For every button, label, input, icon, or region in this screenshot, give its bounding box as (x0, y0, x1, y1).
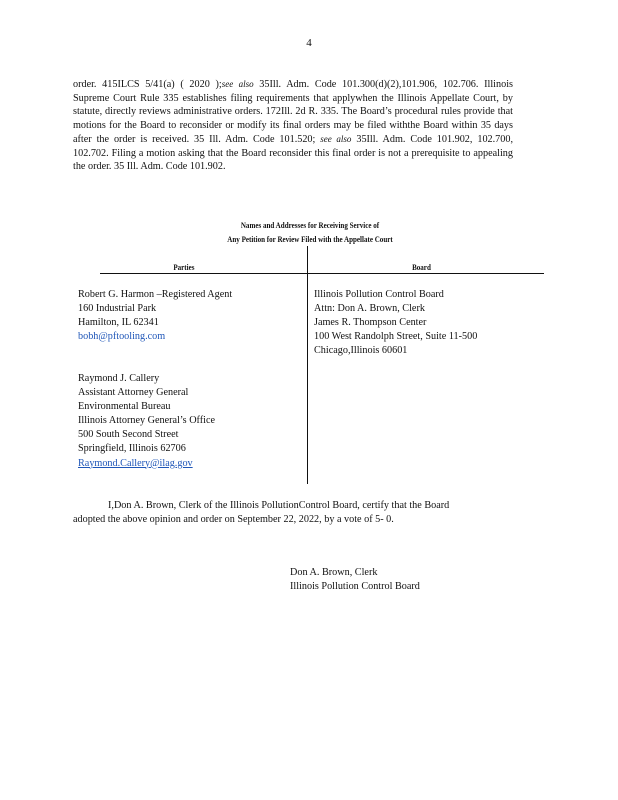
board-address-line: Chicago,Illinois 60601 (314, 345, 408, 357)
clerk-certification (73, 499, 513, 527)
signer-name: Don A. Brown, Clerk (290, 567, 378, 578)
party-callery (78, 372, 215, 471)
party-address-line: Hamilton, IL 62341 (78, 317, 159, 329)
party-address-line: 160 Industrial Park (78, 303, 157, 315)
party-harmon (78, 288, 232, 344)
paragraph-part-2: 35Ill. Adm. Code 101.300(d)(2),101.906, 102.706. Illinois Supreme Court Rule 335 establishes filing requirements that applywhen the Illinois Appellate Court, by statute, directly reviews administrative orders. 172Ill. 2d R. 335. The Board’s procedural rules provide that motions for the Board to reconsider or modify its final orders may be filed withthe Board within 35 days after the order is received. 35 Ill. Adm. Code 101.520; (73, 79, 513, 145)
board-address (314, 288, 477, 358)
paragraph-part-3: 35Ill. Adm. Code 101.902, 102.700, 102.702. Filing a motion asking that the Board reconsider this final order is not a prerequisite to appealing the order. 35 Ill. Adm. Code 101.902. (73, 133, 514, 173)
table-title-line-2: Any Petition for Review Filed with the Appellate Court (227, 234, 393, 244)
signer-organization: Illinois Pollution Control Board (290, 581, 420, 592)
board-address-line: Attn: Don A. Brown, Clerk (314, 303, 425, 315)
board-address-line: 100 West Randolph Street, Suite 11-500 (314, 331, 478, 343)
signature-block (290, 566, 420, 594)
table-column-divider (307, 246, 308, 484)
party-name: Robert G. Harmon –Registered Agent (78, 289, 233, 300)
appeal-paragraph (73, 78, 513, 174)
certification-line-1: I,Don A. Brown, Clerk of the Illinois PollutionControl Board, certify that the Board (108, 500, 450, 511)
citation-signal: see also (320, 133, 352, 144)
board-address-line: James R. Thompson Center (314, 317, 427, 329)
board-column-header: Board (412, 262, 431, 272)
paragraph-part-1: order. 415ILCS 5/41(a) ( 2020 ); (73, 79, 222, 90)
parties-column-header: Parties (173, 262, 195, 272)
party-address-line: Assistant Attorney General (78, 387, 189, 399)
page-number: 4 (306, 37, 312, 49)
party-address-line: 500 South Second Street (78, 429, 179, 441)
table-title-line-1: Names and Addresses for Receiving Service of (240, 220, 380, 230)
citation-signal: see also (221, 79, 254, 89)
party-email-link[interactable]: Raymond.Callery@ilag.gov (78, 457, 193, 469)
party-address-line: Illinois Attorney General’s Office (78, 415, 216, 427)
party-address-line: Environmental Bureau (78, 401, 171, 413)
party-address-line: Springfield, Illinois 62706 (78, 443, 186, 455)
certification-line-2: adopted the above opinion and order on September 22, 2022, by a vote of 5- 0. (73, 514, 394, 525)
party-email-link[interactable]: bobh@pftooling.com (78, 331, 166, 343)
board-name: Illinois Pollution Control Board (314, 289, 444, 300)
party-name: Raymond J. Callery (78, 373, 160, 384)
table-header-rule (100, 273, 544, 274)
